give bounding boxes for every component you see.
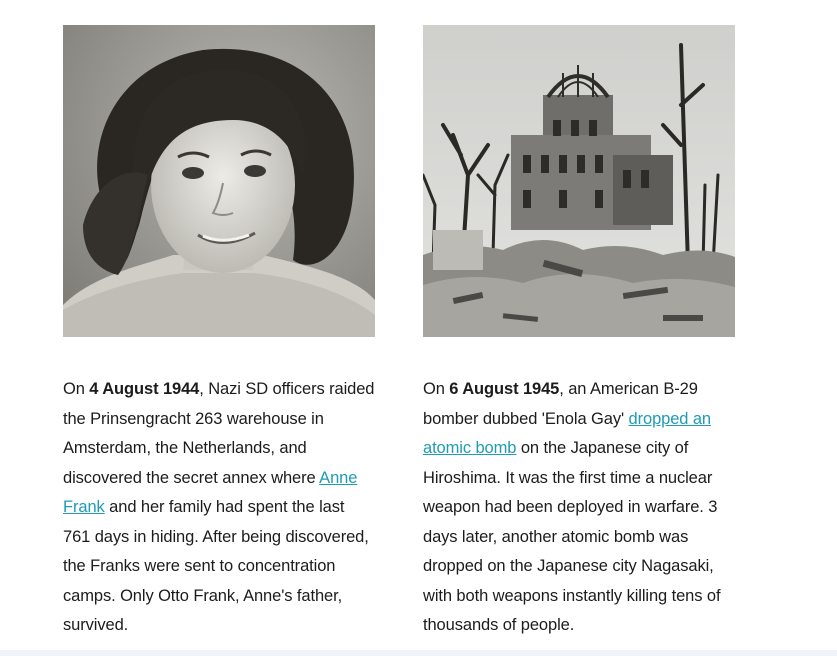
event-date: 6 August 1945: [449, 380, 560, 398]
text-part-2: on the Japanese city of Hiroshima. It was the first time a nuclear weapon had been deployed in warfare. 3 days later, another atomic bomb was dropped on the Japanese city Nagasaki, with both weapons instantly killing tens of thousands of people.: [423, 439, 721, 634]
anne-frank-link[interactable]: Anne Frank: [63, 468, 358, 516]
text-pre: On: [63, 380, 90, 398]
event-card-1944: [63, 25, 375, 641]
event-description-1945: [423, 375, 735, 641]
bottom-divider: [0, 650, 837, 656]
text-part-1: , an American B-29 bomber dubbed 'Enola Gay': [423, 380, 698, 428]
hiroshima-dome-photo: [423, 25, 735, 337]
event-card-1945: [423, 25, 735, 641]
text-part-2: and her family had spent the last 761 days in hiding. After being discovered, the Franks were sent to concentration camps. Only Otto Frank, Anne's father, survived.: [63, 498, 369, 634]
text-part-1: , Nazi SD officers raided the Prinsengracht 263 warehouse in Amsterdam, the Netherlands, and discovered the secret annex where: [63, 380, 375, 487]
event-description-1944: [63, 375, 375, 641]
atomic-bomb-link[interactable]: dropped an atomic bomb: [423, 409, 712, 457]
event-date: 4 August 1944: [89, 380, 200, 398]
anne-frank-photo: [63, 25, 375, 337]
text-pre: On: [423, 380, 450, 398]
